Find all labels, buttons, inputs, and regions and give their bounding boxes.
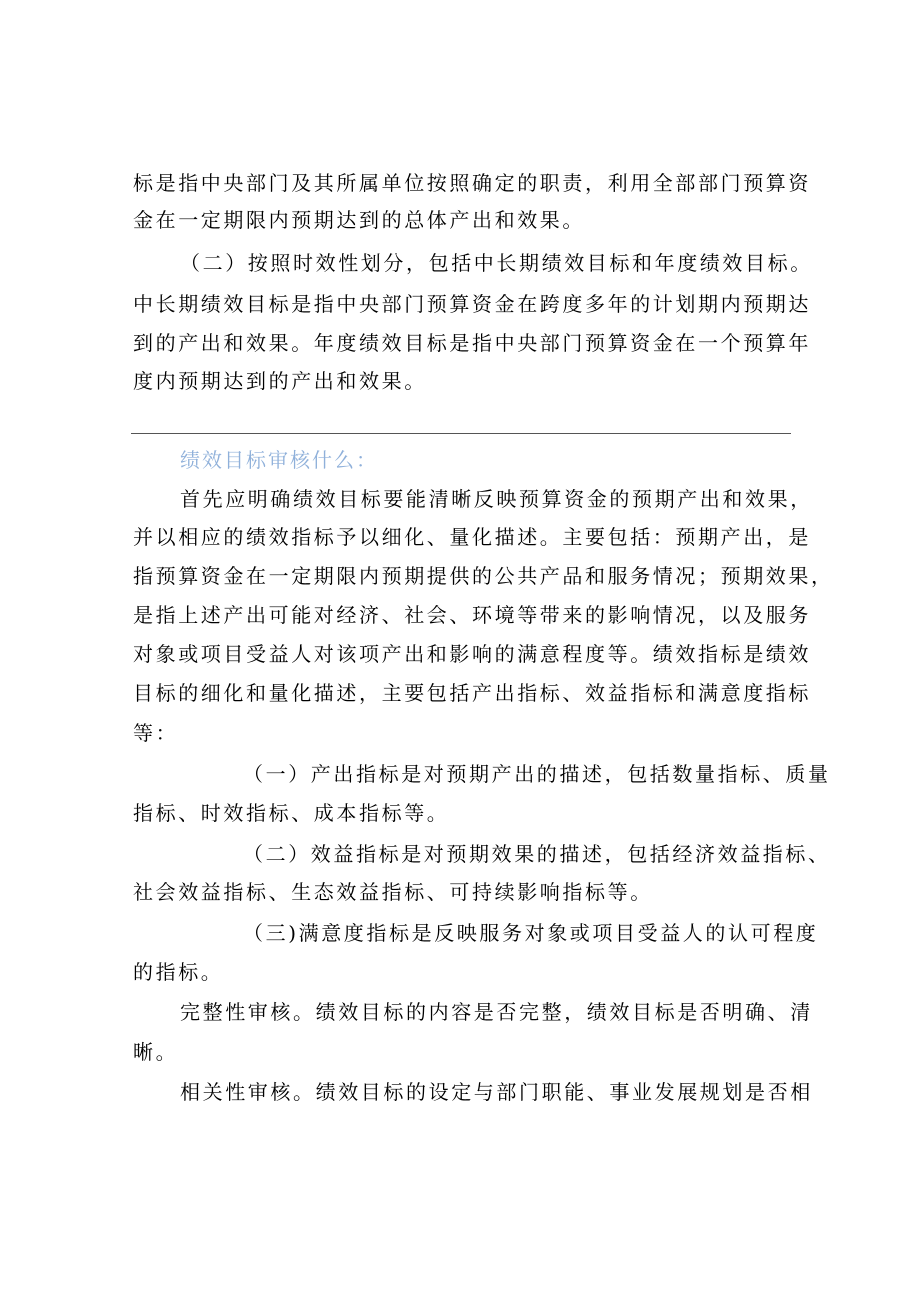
paragraph-line: 并以相应的绩效指标予以细化、量化描述。主要包括：预期产出，是 [133,525,811,549]
list-item-line: （三)满意度指标是反映服务对象或项目受益人的认可程度 [243,921,819,945]
list-item-line: 指标、时效指标、成本指标等。 [133,801,450,825]
paragraph-line: 中长期绩效目标是指中央部门预算资金在跨度多年的计划期内预期达 [133,292,811,316]
paragraph-line: 目标的细化和量化描述，主要包括产出指标、效益指标和满意度指标 [133,681,811,705]
paragraph-line: 到的产出和效果。年度绩效目标是指中央部门预算资金在一个预算年 [133,331,811,355]
paragraph-line: 标是指中央部门及其所属单位按照确定的职责，利用全部部门预算资 [133,171,811,195]
paragraph-line: 相关性审核。绩效目标的设定与部门职能、事业发展规划是否相 [180,1080,813,1104]
paragraph-line: 首先应明确绩效目标要能清晰反映预算资金的预期产出和效果， [180,487,813,511]
list-item-line: 的指标。 [133,960,224,984]
list-item-line: （二）效益指标是对预期效果的描述，包括经济效益指标、 [243,842,831,866]
paragraph-line: 是指上述产出可能对经济、社会、环境等带来的影响情况，以及服务 [133,603,811,627]
list-item-line: （一）产出指标是对预期产出的描述，包括数量指标、质量 [243,762,831,786]
paragraph-line: 金在一定期限内预期达到的总体产出和效果。 [133,208,585,232]
section-divider [131,433,791,434]
section-heading: 绩效目标审核什么： [180,448,378,472]
paragraph-line: 等： [133,721,179,745]
paragraph-line: 完整性审核。绩效目标的内容是否完整，绩效目标是否明确、清 [180,1000,813,1024]
paragraph-line: 晰。 [133,1040,179,1064]
paragraph-line: （二）按照时效性划分，包括中长期绩效目标和年度绩效目标。 [180,251,813,275]
paragraph-line: 对象或项目受益人对该项产出和影响的满意程度等。绩效指标是绩效 [133,642,811,666]
paragraph-line: 度内预期达到的产出和效果。 [133,369,427,393]
list-item-line: 社会效益指标、生态效益指标、可持续影响指标等。 [133,880,653,904]
paragraph-line: 指预算资金在一定期限内预期提供的公共产品和服务情况；预期效果， [133,564,834,588]
